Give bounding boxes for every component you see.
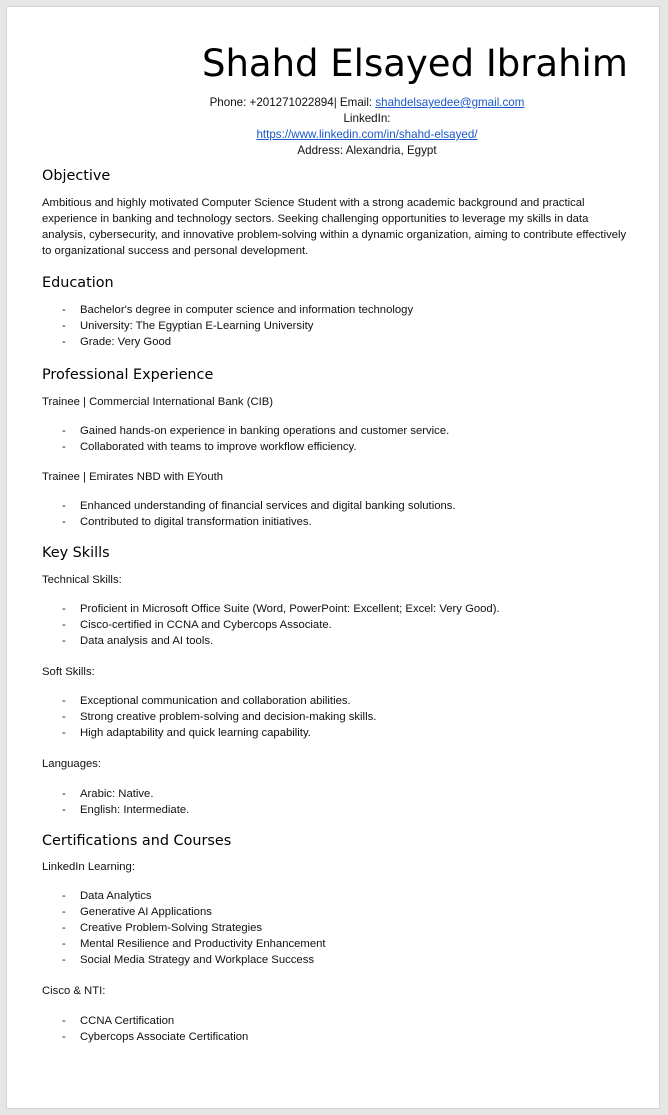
list-item: - Collaborated with teams to improve workflow efficiency. bbox=[62, 439, 659, 455]
list-item: - Strong creative problem-solving and decision-making skills. bbox=[62, 709, 659, 725]
experience-heading: Professional Experience bbox=[42, 367, 214, 383]
objective-text: Ambitious and highly motivated Computer Science Student with a strong academic background and practical experience in banking and technology sectors. Seeking challenging opportunities to leverage my skills in data analysis, cybersecurity, and innovative problem-solving within a dynamic organization, aiming to contribute effectively to organizational success and personal development. bbox=[42, 197, 627, 257]
objective-heading: Objective bbox=[42, 168, 111, 184]
address-text: Address: Alexandria, Egypt bbox=[297, 144, 437, 157]
list-item: - Proficient in Microsoft Office Suite (Word, PowerPoint: Excellent; Excel: Very Good). bbox=[62, 601, 659, 617]
list-item: - Bachelor's degree in computer science and information technology bbox=[62, 302, 659, 318]
contact-block bbox=[87, 95, 647, 159]
job-title-cib: Trainee | Commercial International Bank (CIB) bbox=[42, 396, 274, 408]
linkedin-learning-title: LinkedIn Learning: bbox=[42, 861, 135, 873]
education-list bbox=[42, 302, 659, 350]
list-item: - Creative Problem-Solving Strategies bbox=[62, 920, 659, 936]
list-item: - Cisco-certified in CCNA and Cybercops Associate. bbox=[62, 617, 659, 633]
list-item: - Arabic: Native. bbox=[62, 786, 659, 802]
phone-text: Phone: +201271022894| Email: bbox=[209, 96, 376, 109]
job-cib-list bbox=[42, 423, 659, 455]
list-item: - Grade: Very Good bbox=[62, 334, 659, 350]
list-item: - Exceptional communication and collaboration abilities. bbox=[62, 693, 659, 709]
job-title-enbd: Trainee | Emirates NBD with EYouth bbox=[42, 471, 224, 483]
certifications-heading: Certifications and Courses bbox=[42, 833, 232, 849]
linkedin-learning-list bbox=[42, 888, 659, 968]
list-item: - Generative AI Applications bbox=[62, 904, 659, 920]
phone-email-line bbox=[87, 95, 647, 111]
skills-heading: Key Skills bbox=[42, 545, 110, 561]
email-link[interactable]: shahdelsayedee@gmail.com bbox=[375, 96, 525, 109]
list-item: - Cybercops Associate Certification bbox=[62, 1029, 659, 1045]
list-item: - Mental Resilience and Productivity Enhancement bbox=[62, 936, 659, 952]
resume-page bbox=[6, 6, 660, 1109]
list-item: - High adaptability and quick learning capability. bbox=[62, 725, 659, 741]
cisco-nti-list bbox=[42, 1013, 659, 1045]
list-item: - Social Media Strategy and Workplace Success bbox=[62, 952, 659, 968]
list-item: - Data analysis and AI tools. bbox=[62, 633, 659, 649]
linkedin-label: LinkedIn: bbox=[343, 112, 391, 125]
list-item: - English: Intermediate. bbox=[62, 802, 659, 818]
job-enbd-list bbox=[42, 498, 659, 530]
cisco-nti-title: Cisco & NTI: bbox=[42, 985, 106, 997]
languages-title: Languages: bbox=[42, 758, 102, 770]
languages-list bbox=[42, 786, 659, 818]
soft-skills-list bbox=[42, 693, 659, 741]
list-item: - Data Analytics bbox=[62, 888, 659, 904]
technical-skills-title: Technical Skills: bbox=[42, 574, 122, 586]
education-heading: Education bbox=[42, 275, 114, 291]
list-item: - Gained hands-on experience in banking operations and customer service. bbox=[62, 423, 659, 439]
linkedin-link[interactable]: https://www.linkedin.com/in/shahd-elsayed/ bbox=[256, 128, 478, 141]
soft-skills-title: Soft Skills: bbox=[42, 666, 95, 678]
list-item: - Enhanced understanding of financial services and digital banking solutions. bbox=[62, 498, 659, 514]
technical-skills-list bbox=[42, 601, 659, 649]
list-item: - Contributed to digital transformation initiatives. bbox=[62, 514, 659, 530]
list-item: - University: The Egyptian E-Learning University bbox=[62, 318, 659, 334]
list-item: - CCNA Certification bbox=[62, 1013, 659, 1029]
candidate-name: Shahd Elsayed Ibrahim bbox=[202, 42, 628, 85]
